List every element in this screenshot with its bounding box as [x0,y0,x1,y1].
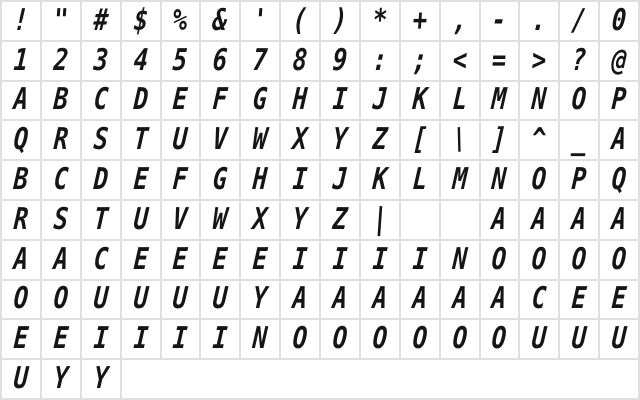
glyph-cell [441,2,479,40]
glyph: A [411,281,429,317]
glyph: A [331,281,349,317]
glyph: > [530,42,548,78]
glyph: Q [610,162,628,198]
glyph-cell [401,121,439,159]
glyph-cell [600,121,638,159]
glyph-cell [560,161,598,199]
glyph: E [211,241,229,277]
glyph: Q [12,122,30,158]
glyph-cell [600,2,638,40]
glyph: Z [371,122,389,158]
glyph-cell [2,281,40,319]
glyph-cell [401,281,439,319]
glyph-cell [560,241,598,279]
glyph: U [132,201,150,237]
glyph: [ [411,122,429,158]
glyph-cell [42,121,80,159]
glyph-cell [361,161,399,199]
glyph-cell [481,320,519,358]
glyph: N [451,241,469,277]
glyph-cell [42,320,80,358]
glyph-cell [520,241,558,279]
glyph: O [371,321,389,357]
glyph: C [92,82,110,118]
glyph: Y [251,281,269,317]
glyph: , [451,2,469,38]
glyph: G [211,162,229,198]
glyph: | [371,201,389,237]
glyph: Y [52,361,70,397]
glyph-cell [122,320,160,358]
glyph: @ [610,42,628,78]
glyph-cell [481,241,519,279]
glyph-cell [520,2,558,40]
glyph-cell [560,320,598,358]
glyph-cell [361,320,399,358]
glyph-cell [401,320,439,358]
glyph-cell [201,2,239,40]
glyph: E [52,321,70,357]
glyph: W [251,122,269,158]
glyph-cell [520,121,558,159]
glyph: A [291,281,309,317]
glyph-cell [281,320,319,358]
glyph-cell [241,320,279,358]
glyph: \ [451,122,469,158]
glyph: : [371,42,389,78]
glyph: ; [411,42,429,78]
glyph-cell [42,360,80,398]
glyph-cell [600,281,638,319]
glyph-cell [162,161,200,199]
glyph: A [530,201,548,237]
glyph: L [451,82,469,118]
glyph: ' [251,2,269,38]
glyph: T [92,201,110,237]
glyph: U [530,321,548,357]
glyph: O [570,241,588,277]
glyph: ^ [530,122,548,158]
glyph: F [172,162,189,198]
glyph: P [610,82,628,118]
glyph-cell [560,42,598,80]
glyph: H [251,162,269,198]
glyph: 5 [172,42,189,78]
glyph: + [411,2,429,38]
glyph-cell [201,42,239,80]
glyph: O [291,321,309,357]
glyph-cell [42,161,80,199]
glyph: M [451,162,469,198]
glyph: I [331,241,349,277]
glyph-cell [361,121,399,159]
glyph: S [92,122,110,158]
glyph: A [491,201,508,237]
glyph-cell [520,320,558,358]
glyph-cell [481,2,519,40]
glyph: K [371,162,389,198]
glyph-cell [481,42,519,80]
glyph: I [132,321,150,357]
glyph: E [570,281,588,317]
glyph-cell [82,2,120,40]
glyph-cell [281,82,319,120]
glyph: / [570,2,588,38]
glyph-cell [241,82,279,120]
glyph-cell [82,82,120,120]
glyph: E [610,281,628,317]
glyph: D [92,162,110,198]
glyph: M [491,82,508,118]
glyph: W [211,201,229,237]
glyph-cell [560,82,598,120]
glyph-cell [401,2,439,40]
glyph-cell [560,2,598,40]
glyph: 9 [331,42,349,78]
glyph: O [570,82,588,118]
glyph-cell [321,82,359,120]
glyph: V [172,201,189,237]
glyph-cell [321,241,359,279]
glyph-cell [600,161,638,199]
glyph: E [132,162,150,198]
glyph-cell [281,241,319,279]
glyph: F [211,82,229,118]
glyph-cell [600,42,638,80]
glyph: ! [12,2,30,38]
glyph: S [52,201,70,237]
glyph-cell [2,241,40,279]
glyph-cell [162,42,200,80]
glyph-cell [2,82,40,120]
glyph-cell [481,201,519,239]
glyph-cell [201,201,239,239]
glyph-cell [42,201,80,239]
glyph-cell [481,121,519,159]
glyph-cell [2,360,40,398]
glyph-cell [281,42,319,80]
glyph-cell [241,161,279,199]
glyph: I [211,321,229,357]
glyph: V [211,122,229,158]
glyph-cell [241,2,279,40]
glyph: # [92,2,110,38]
glyph: I [92,321,110,357]
glyph: O [411,321,429,357]
glyph-cell [321,320,359,358]
glyph-cell [520,281,558,319]
glyph: 7 [251,42,269,78]
glyph-cell [560,121,598,159]
glyph: E [172,241,189,277]
glyph-cell [600,320,638,358]
glyph: U [12,361,30,397]
empty-region [122,360,638,398]
glyph-cell [321,2,359,40]
glyph-cell [42,281,80,319]
glyph-cell [441,82,479,120]
glyph-cell [281,201,319,239]
glyph: T [132,122,150,158]
glyph: 0 [610,2,628,38]
glyph-cell [560,281,598,319]
glyph: < [451,42,469,78]
glyph-cell [201,320,239,358]
glyph: E [251,241,269,277]
glyph-cell [361,2,399,40]
glyph-cell [122,42,160,80]
glyph: O [610,241,628,277]
glyph: D [132,82,150,118]
glyph-cell [481,281,519,319]
glyph-cell [321,121,359,159]
glyph: I [371,241,389,277]
glyph: " [52,2,70,38]
glyph: X [291,122,309,158]
glyph-cell [2,201,40,239]
glyph: E [132,241,150,277]
glyph: G [251,82,269,118]
glyph: ) [331,2,349,38]
glyph: 6 [211,42,229,78]
glyph-cell [321,42,359,80]
glyph: _ [570,122,588,158]
glyph: A [12,241,30,277]
glyph-cell [321,281,359,319]
glyph: & [211,2,229,38]
glyph: B [12,162,30,198]
glyph: R [12,201,30,237]
glyph: J [331,162,349,198]
glyph: I [291,241,309,277]
glyph: I [291,162,309,198]
glyph-cell [441,121,479,159]
glyph: N [491,162,508,198]
glyph-cell [82,42,120,80]
glyph: O [451,321,469,357]
glyph-cell [201,161,239,199]
glyph-cell [162,2,200,40]
glyph: E [172,82,189,118]
glyph-cell [321,201,359,239]
glyph: A [451,281,469,317]
glyph: * [371,2,389,38]
glyph: I [331,82,349,118]
glyph-cell [401,161,439,199]
glyph: O [12,281,30,317]
glyph: O [52,281,70,317]
glyph-cell [42,42,80,80]
glyph-cell [201,281,239,319]
glyph-cell [162,201,200,239]
glyph: I [411,241,429,277]
glyph-cell [441,161,479,199]
glyph: P [570,162,588,198]
glyph: N [251,321,269,357]
glyph: 8 [291,42,309,78]
glyph: O [491,241,508,277]
glyph-cell [241,121,279,159]
glyph: E [12,321,30,357]
glyph-cell [481,161,519,199]
glyph: A [491,281,508,317]
glyph-cell [201,121,239,159]
glyph: H [291,82,309,118]
glyph: ? [570,42,588,78]
glyph: U [172,122,189,158]
glyph-cell [162,241,200,279]
glyph: U [132,281,150,317]
glyph-cell [2,320,40,358]
glyph: K [411,82,429,118]
glyph: X [251,201,269,237]
glyph-cell [401,201,439,239]
glyph-cell [441,281,479,319]
glyph-cell [201,241,239,279]
glyph-cell [560,201,598,239]
glyph-cell [600,241,638,279]
glyph-cell [122,241,160,279]
glyph-cell [241,281,279,319]
glyph-cell [361,42,399,80]
glyph-cell [600,82,638,120]
glyph: % [172,2,189,38]
glyph: - [491,2,508,38]
glyph: C [52,162,70,198]
glyph-cell [82,360,120,398]
glyph-cell [361,82,399,120]
glyph-cell [122,161,160,199]
glyph: Y [331,122,349,158]
glyph: B [52,82,70,118]
glyph-cell [2,42,40,80]
glyph-cell [82,281,120,319]
glyph-cell [401,42,439,80]
glyph-cell [361,281,399,319]
glyph: 3 [92,42,110,78]
glyph: O [530,241,548,277]
glyph-cell [82,161,120,199]
glyph: Z [331,201,349,237]
glyph-cell [82,320,120,358]
glyph: ( [291,2,309,38]
glyph-cell [122,121,160,159]
glyph: . [530,2,548,38]
glyph: A [12,82,30,118]
glyph: C [92,241,110,277]
glyph-cell [122,201,160,239]
glyph-cell [162,281,200,319]
glyph-cell [441,201,479,239]
glyph-cell [201,82,239,120]
glyph-cell [281,161,319,199]
glyph-cell [401,82,439,120]
glyph-cell [241,201,279,239]
glyph-cell [162,320,200,358]
glyph: I [172,321,189,357]
glyph: C [530,281,548,317]
glyph-cell [441,42,479,80]
glyph-cell [361,201,399,239]
glyph: A [371,281,389,317]
glyph-cell [82,121,120,159]
glyph: J [371,82,389,118]
glyph-cell [162,121,200,159]
glyph-cell [520,161,558,199]
glyph: = [491,42,508,78]
glyph: A [570,201,588,237]
glyph-cell [520,82,558,120]
glyph-cell [82,241,120,279]
glyph: O [331,321,349,357]
glyph-cell [441,241,479,279]
glyph-cell [42,2,80,40]
glyph: $ [132,2,150,38]
glyph-cell [42,82,80,120]
glyph-cell [281,281,319,319]
glyph-cell [401,241,439,279]
glyph: A [52,241,70,277]
glyph-cell [122,82,160,120]
glyph-cell [600,201,638,239]
glyph-cell [2,2,40,40]
glyph-cell [520,201,558,239]
glyph: U [172,281,189,317]
glyph: 2 [52,42,70,78]
glyph-cell [241,42,279,80]
glyph-cell [441,320,479,358]
glyph-cell [241,241,279,279]
glyph: ] [491,122,508,158]
glyph-cell [122,2,160,40]
glyph: N [530,82,548,118]
glyph-cell [122,281,160,319]
glyph-cell [42,241,80,279]
glyph-cell [2,161,40,199]
glyph-cell [481,82,519,120]
glyph: U [92,281,110,317]
glyph: O [491,321,508,357]
glyph: O [530,162,548,198]
glyph-cell [361,241,399,279]
glyph: R [52,122,70,158]
glyph: A [610,122,628,158]
glyph: U [570,321,588,357]
glyph-cell [281,121,319,159]
glyph-cell [2,121,40,159]
glyph: U [610,321,628,357]
glyph-cell [82,201,120,239]
glyph: Y [92,361,110,397]
glyph-cell [281,2,319,40]
glyph-cell [520,42,558,80]
glyph-cell [162,82,200,120]
glyph: L [411,162,429,198]
glyph: 4 [132,42,150,78]
glyph-cell [321,161,359,199]
glyph: Y [291,201,309,237]
glyph: U [211,281,229,317]
glyph: A [610,201,628,237]
glyph: 1 [12,42,30,78]
